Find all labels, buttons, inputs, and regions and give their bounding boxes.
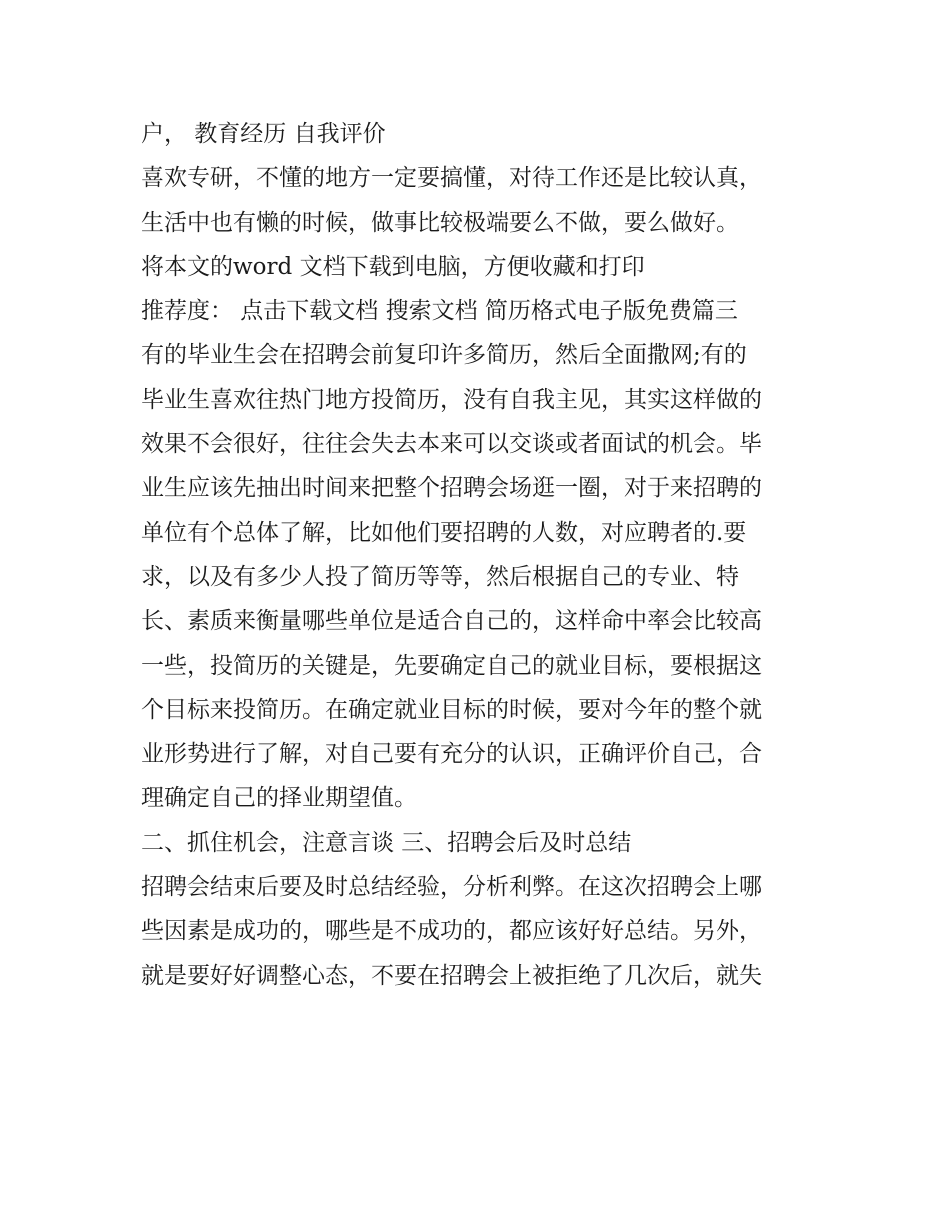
text-line: 户， 教育经历 自我评价	[141, 121, 386, 147]
text-line: 招聘会结束后要及时总结经验，分析利弊。在这次招聘会上哪	[141, 874, 762, 901]
recommendation-line: 推荐度： 点击下载文档 搜索文档 简历格式电子版免费篇三	[141, 298, 738, 325]
text-line: 长、素质来衡量哪些单位是适合自己的，这样命中率会比较高	[141, 608, 762, 635]
document-body	[141, 112, 821, 998]
text-line: 求，以及有多少人投了简历等等，然后根据自己的专业、特	[141, 563, 739, 590]
section-heading-line: 二、抓住机会，注意言谈 三、招聘会后及时总结	[141, 829, 632, 856]
download-prompt-line: 将本文的word 文档下载到电脑，方便收藏和打印	[141, 253, 645, 280]
text-line: 业形势进行了解，对自己要有充分的认识，正确评价自己，合	[141, 741, 762, 768]
text-line: 一些，投简历的关键是，先要确定自己的就业目标，要根据这	[141, 652, 762, 679]
text-line: 就是要好好调整心态，不要在招聘会上被拒绝了几次后，就失	[141, 962, 762, 989]
text-line: 单位有个总体了解，比如他们要招聘的人数，对应聘者的.要	[141, 519, 747, 546]
text-line: 效果不会很好，往往会失去本来可以交谈或者面试的机会。毕	[141, 431, 762, 458]
text-line: 理确定自己的择业期望值。	[141, 785, 417, 812]
text-line: 个目标来投简历。在确定就业目标的时候，要对今年的整个就	[141, 696, 762, 723]
text-line: 喜欢专研，不懂的地方一定要搞懂，对待工作还是比较认真，	[141, 165, 762, 192]
text-line: 毕业生喜欢往热门地方投简历，没有自我主见，其实这样做的	[141, 386, 762, 413]
text-line: 些因素是成功的，哪些是不成功的，都应该好好总结。另外，	[141, 918, 762, 945]
text-line: 业生应该先抽出时间来把整个招聘会场逛一圈，对于来招聘的	[141, 475, 762, 502]
text-line: 生活中也有懒的时候，做事比较极端要么不做，要么做好。	[141, 209, 739, 236]
text-line: 有的毕业生会在招聘会前复印许多简历，然后全面撒网;有的	[141, 342, 747, 369]
